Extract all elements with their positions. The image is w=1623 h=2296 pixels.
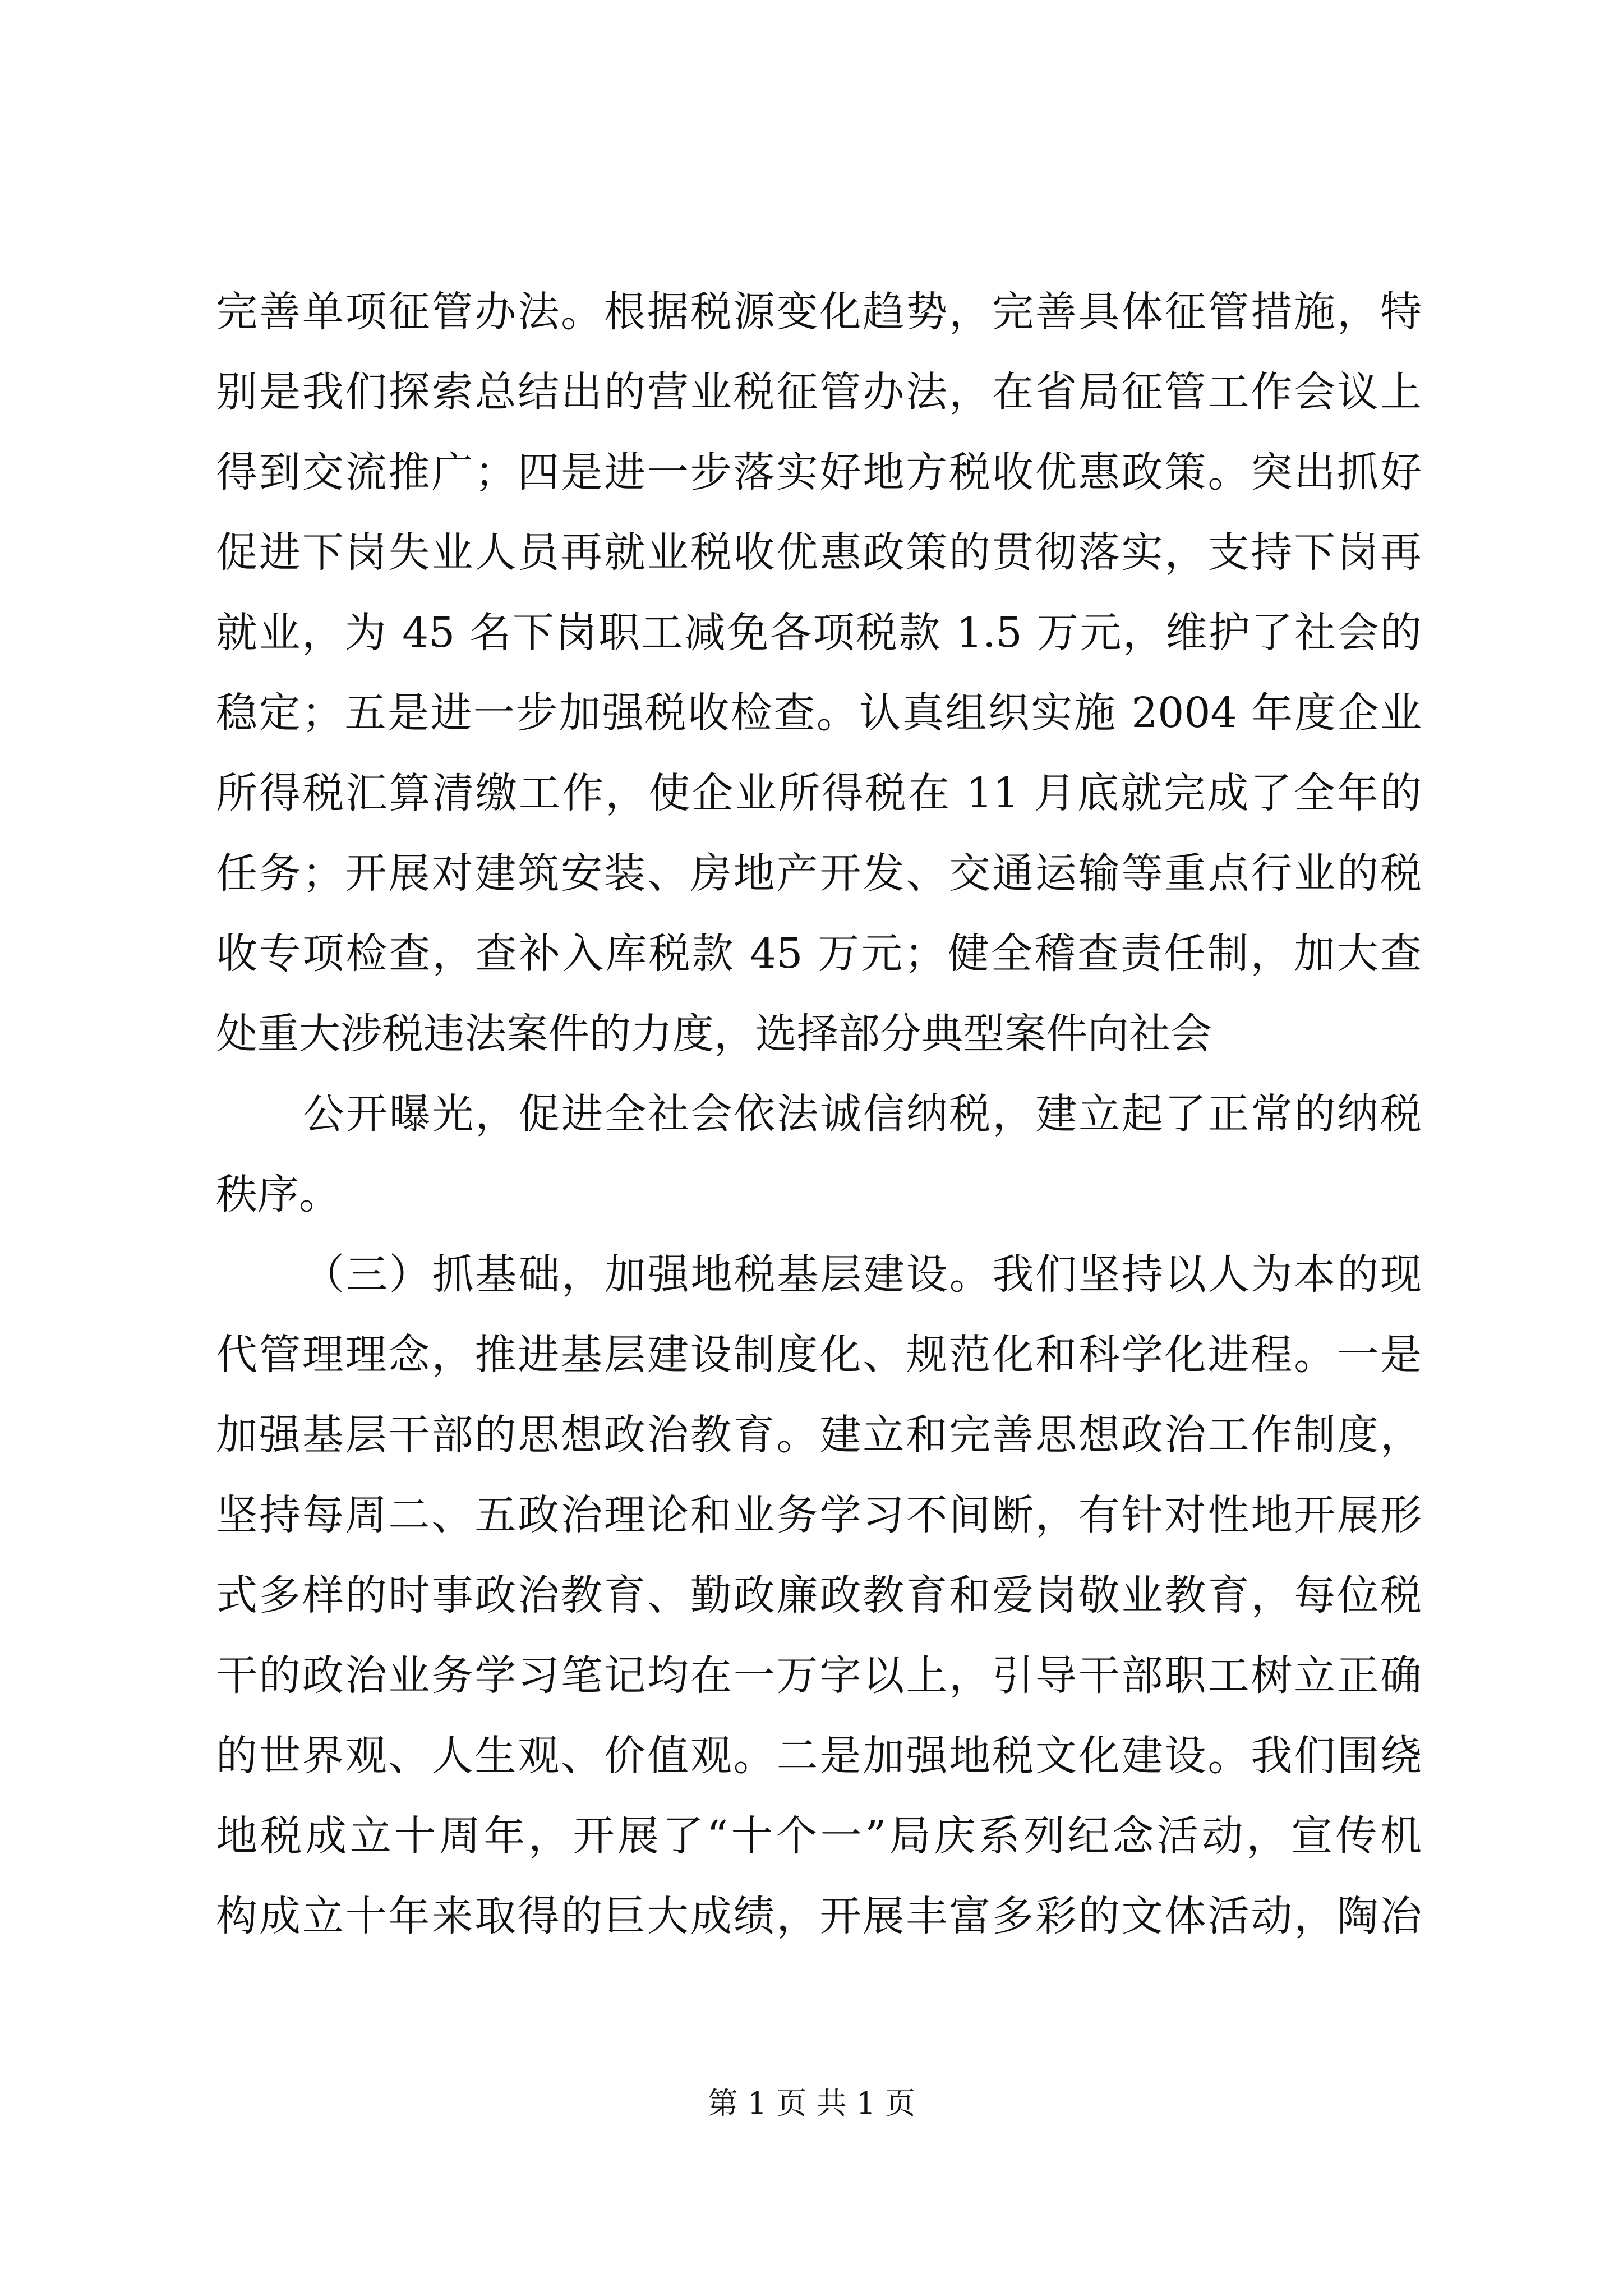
body-line-15: 加强基层干部的思想政治教育。建立和完善思想政治工作制度， [216,1411,1422,1459]
body-line-10: 处重大涉税违法案件的力度，选择部分典型案件向社会 [216,1010,1212,1058]
body-line-21: 构成立十年来取得的巨大成绩，开展丰富多彩的文体活动，陶冶 [216,1892,1422,1940]
body-line-2: 别是我们探索总结出的营业税征管办法，在省局征管工作会议上 [216,368,1422,416]
paragraph-start-line: 公开曝光，促进全社会依法诚信纳税，建立起了正常的纳税 [303,1090,1422,1138]
page-footer: 第 1 页 共 1 页 [707,2086,916,2121]
body-line-7: 所得税汇算清缴工作，使企业所得税在 11 月底就完成了全年的 [216,769,1422,817]
body-line-5: 就业，为 45 名下岗职工减免各项税款 1.5 万元，维护了社会的 [216,609,1422,657]
body-line-18: 干的政治业务学习笔记均在一万字以上，引导干部职工树立正确 [216,1651,1422,1700]
body-line-20: 地税成立十周年，开展了“十个一”局庆系列纪念活动，宣传机 [216,1812,1422,1860]
body-line-4: 促进下岗失业人员再就业税收优惠政策的贯彻落实，支持下岗再 [216,528,1422,577]
body-line-3: 得到交流推广；四是进一步落实好地方税收优惠政策。突出抓好 [216,448,1422,496]
body-line-14: 代管理理念，推进基层建设制度化、规范化和科学化进程。一是 [216,1331,1422,1379]
body-line-12: 秩序。 [216,1170,340,1218]
body-line-6: 稳定；五是进一步加强税收检查。认真组织实施 2004 年度企业 [216,689,1422,737]
body-line-19: 的世界观、人生观、价值观。二是加强地税文化建设。我们围绕 [216,1732,1422,1780]
body-line-16: 坚持每周二、五政治理论和业务学习不间断，有针对性地开展形 [216,1491,1422,1539]
body-line-1: 完善单项征管办法。根据税源变化趋势，完善具体征管措施，特 [216,288,1422,336]
body-line-8: 任务；开展对建筑安装、房地产开发、交通运输等重点行业的税 [216,849,1422,898]
body-line-17: 式多样的时事政治教育、勤政廉政教育和爱岗敬业教育，每位税 [216,1571,1422,1619]
section-heading-line: （三）抓基础，加强地税基层建设。我们坚持以人为本的现 [303,1250,1422,1299]
body-line-9: 收专项检查，查补入库税款 45 万元；健全稽查责任制，加大查 [216,930,1422,978]
